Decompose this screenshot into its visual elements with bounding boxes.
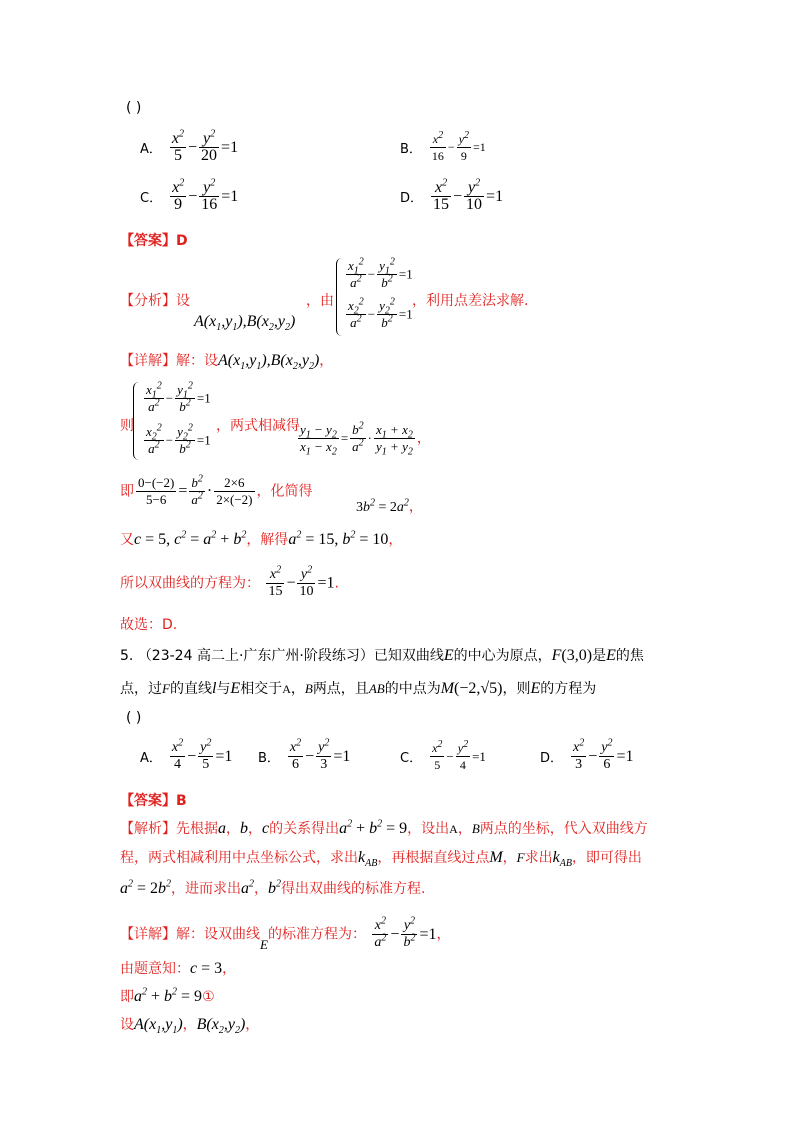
q4-analysis-eq2: $\frac{x_2^2}{a^2}$ − $\frac{y_2^2}{b^2}$ =1 [348, 296, 413, 330]
q5-option-c[interactable]: C． $\frac{x^2}{5}$ − $\frac{y^2}{4}$ =1 [400, 739, 486, 772]
q4-so-line: 所以双曲线的方程为： $\frac{x^2}{15}$ − $\frac{y^2}{10}$ =1. [120, 564, 339, 599]
q4-detail-line: 【详解】解：设$A(x_1,y_1),B(x_2,y_2)$， [120, 352, 334, 373]
q4-you-line: 又c = 5, $c^2 = a^2 + b^2$，解得$a^2 = 15$, $b^2 = 10$， [120, 529, 403, 548]
q5-ji: 即$a^2 + b^2$ = 9① [120, 986, 215, 1005]
q5-analysis-line3: $a^2 = 2b^2$，进而求出$a^2$，$b^2$得出双曲线的标准方程. [120, 878, 426, 897]
q4-analysis-end: ，利用点差法求解. [412, 293, 529, 309]
q4-simplified: $3b^2 = 2a^2$， [356, 497, 423, 515]
q4-analysis-eq1: $\frac{x_1^2}{a^2}$ − $\frac{y_1^2}{b^2}$ =1 [348, 256, 413, 290]
q5-analysis-line2: 程，两式相减利用中点坐标公式，求出$k_{AB}$，再根据直线过点M，F求出$k_{AB}$，即可得出 [120, 849, 642, 870]
q5-option-b[interactable]: B． $\frac{x^2}{6}$ − $\frac{y^2}{3}$ =1 [258, 737, 351, 772]
q4-analysis-mid: ，由 [306, 293, 334, 309]
q5-stem-line1: 5. （23-24 高二上·广东广州·阶段练习）已知双曲线E的中心为原点，F(3,0)是E的焦 [120, 647, 644, 664]
q5-analysis-line1: 【解析】先根据a，b，c的关系得出$a^2 + b^2 = 9$，设出A，B两点的坐标，代入双曲线方 [120, 818, 648, 837]
q4-paren: ( ) [126, 100, 142, 116]
q4-detail-eq1: $\frac{x_1^2}{a^2}$ − $\frac{y_1^2}{b^2}$ =1 [146, 380, 211, 414]
q4-analysis-brace [336, 258, 343, 336]
q4-answer: 【答案】D [120, 233, 188, 249]
q5-option-d[interactable]: D． $\frac{x^2}{3}$ − $\frac{y^2}{6}$ =1 [540, 737, 634, 772]
q4-ji-line: 即 $\frac{0-(-2)}{5-6}$ = $\frac{b^2}{a^2}$ · $\frac{2\times 6}{2\times(-2)}$ ，化简得 [120, 473, 313, 507]
q5-option-a[interactable]: A． $\frac{x^2}{4}$ − $\frac{y^2}{5}$ =1 [140, 737, 233, 772]
q5-stem-line2: 点，过F的直线l与E相交于A，B两点，且AB的中点为M(−2,√5)，则E的方程为 [120, 680, 597, 697]
q5-paren: ( ) [126, 710, 142, 726]
q5-answer: 【答案】B [120, 793, 187, 809]
q4-detail-brace [133, 382, 140, 460]
q4-analysis-points: $A(x_1,y_1),B(x_2,y_2)$ [194, 313, 296, 334]
q5-given: 由题意知：c = 3， [120, 960, 237, 977]
q5-detail-line: 【详解】解：设双曲线E的标准方程为： $\frac{x^2}{a^2}$ − $\frac{y^2}{b^2}$ =1， [120, 915, 451, 952]
q4-subtract: ，两式相减得 [216, 418, 300, 434]
q4-option-b[interactable]: B． $\frac{x^2}{16}$ − $\frac{y^2}{9}$ =1 [400, 130, 486, 163]
q4-then: 则 [120, 418, 134, 434]
q4-option-d[interactable]: D． $\frac{x^2}{15}$ − $\frac{y^2}{10}$ =1 [400, 177, 504, 213]
q5-she: 设$A(x_1,y_1)$，$B(x_2,y_2)$， [120, 1016, 260, 1037]
q4-option-c[interactable]: C． $\frac{x^2}{9}$ − $\frac{y^2}{16}$ =1 [140, 177, 239, 213]
q4-detail-eq2: $\frac{x_2^2}{a^2}$ − $\frac{y_2^2}{b^2}$ =1 [146, 422, 211, 456]
q4-choose: 故选：D. [120, 617, 178, 633]
q4-analysis-tag: 【分析】设 [120, 293, 190, 309]
q4-option-a[interactable]: A． $\frac{x^2}{5}$ − $\frac{y^2}{20}$ =1 [140, 128, 239, 164]
q4-subtract-eq: $\frac{y_1 - y_2}{x_1 - x_2}$ = $\frac{b^2}{a^2}$ · $\frac{x_1 + x_2}{y_1 + y_2}$ ， [300, 420, 431, 458]
